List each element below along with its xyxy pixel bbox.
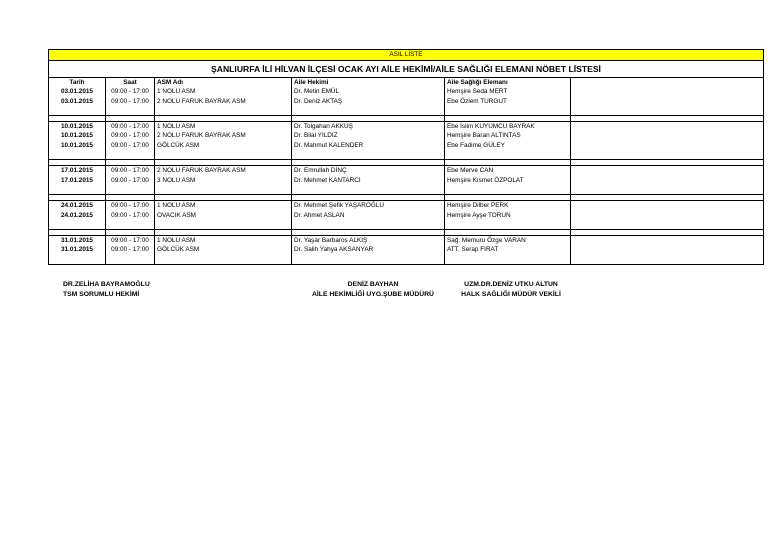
- date-cell: 10.01.2015: [49, 122, 106, 132]
- staff-cell: Hemşire Dilber PERK: [445, 201, 571, 211]
- time-cell: 09:00 - 17:00: [106, 211, 155, 220]
- doctor-cell: Dr. Tolgahan AKKUŞ: [292, 122, 445, 132]
- col-header-staff: Aile Sağlığı Elemanı: [445, 78, 571, 88]
- date-cell: 31.01.2015: [49, 236, 106, 246]
- asm-cell: 1 NOLU ASM: [155, 87, 292, 96]
- signature-block-center: [303, 280, 443, 300]
- table-row: [49, 201, 764, 211]
- table-row: [49, 87, 764, 96]
- time-cell: 09:00 - 17:00: [106, 141, 155, 150]
- time-cell: 09:00 - 17:00: [106, 122, 155, 132]
- time-cell: 09:00 - 17:00: [106, 87, 155, 96]
- staff-cell: Hemşire Ayşe TORUN: [445, 211, 571, 220]
- col-header-asm: ASM Adı: [155, 78, 292, 88]
- staff-cell: Hemşire Seda MERT: [445, 87, 571, 96]
- doctor-cell: Dr. Mahmut KALENDER: [292, 141, 445, 150]
- signatory-name: DR.ZELİHA BAYRAMOĞLU: [63, 281, 150, 288]
- list-tag: ASIL LİSTE: [49, 50, 764, 61]
- date-cell: 17.01.2015: [49, 176, 106, 185]
- time-cell: 09:00 - 17:00: [106, 176, 155, 185]
- table-row: [49, 131, 764, 140]
- date-cell: 03.01.2015: [49, 87, 106, 96]
- doctor-cell: Dr. Metin EMÜL: [292, 87, 445, 96]
- table-row: [49, 97, 764, 106]
- asm-cell: 1 NOLU ASM: [155, 201, 292, 211]
- table-row: [49, 236, 764, 246]
- doctor-cell: Dr. Mehmet KANTARCI: [292, 176, 445, 185]
- asm-cell: 1 NOLU ASM: [155, 122, 292, 132]
- doctor-cell: Dr. Ahmet ASLAN: [292, 211, 445, 220]
- date-cell: 17.01.2015: [49, 166, 106, 176]
- duty-roster-table: [48, 49, 764, 265]
- table-row: [49, 141, 764, 150]
- time-cell: 09:00 - 17:00: [106, 245, 155, 254]
- col-header-date: Tarih: [49, 78, 106, 88]
- time-cell: 09:00 - 17:00: [106, 131, 155, 140]
- table-row: [49, 176, 764, 185]
- signatory-name: UZM.DR.DENİZ UTKU ALTUN: [464, 281, 558, 288]
- time-cell: 09:00 - 17:00: [106, 201, 155, 211]
- date-cell: 10.01.2015: [49, 141, 106, 150]
- staff-cell: Ebe Merve CAN: [445, 166, 571, 176]
- asm-cell: 3 NOLU ASM: [155, 176, 292, 185]
- staff-cell: ATT. Serap FIRAT: [445, 245, 571, 254]
- staff-cell: Sağ. Memuru Özge VARAN: [445, 236, 571, 246]
- table-row: [49, 245, 764, 254]
- asm-cell: 2 NOLU FARUK BAYRAK ASM: [155, 166, 292, 176]
- date-cell: 24.01.2015: [49, 201, 106, 211]
- doctor-cell: Dr. Deniz AKTAŞ: [292, 97, 445, 106]
- time-cell: 09:00 - 17:00: [106, 166, 155, 176]
- time-cell: 09:00 - 17:00: [106, 236, 155, 246]
- doctor-cell: Dr. Emrullah DİNÇ: [292, 166, 445, 176]
- col-header-time: Saat: [106, 78, 155, 88]
- date-cell: 24.01.2015: [49, 211, 106, 220]
- asm-cell: GÖLCÜK ASM: [155, 141, 292, 150]
- signature-block-left: [63, 280, 150, 300]
- doctor-cell: Dr. Salih Yahya AKSANYAR: [292, 245, 445, 254]
- asm-cell: 2 NOLU FARUK BAYRAK ASM: [155, 97, 292, 106]
- doctor-cell: Dr. Bilal YILDIZ: [292, 131, 445, 140]
- staff-cell: Ebe Özlem TURGUT: [445, 97, 571, 106]
- staff-cell: Hemşire Kısmet ÖZPOLAT: [445, 176, 571, 185]
- asm-cell: 1 NOLU ASM: [155, 236, 292, 246]
- asm-cell: GÖLCÜK ASM: [155, 245, 292, 254]
- signatory-role: TSM SORUMLU HEKİMİ: [63, 291, 140, 298]
- staff-cell: Ebe İslim KUYUMCU BAYRAK: [445, 122, 571, 132]
- date-cell: 10.01.2015: [49, 131, 106, 140]
- doctor-cell: Dr. Mehmet Şefik YAŞAROĞLU: [292, 201, 445, 211]
- signatory-name: DENİZ BAYHAN: [347, 281, 399, 288]
- time-cell: 09:00 - 17:00: [106, 97, 155, 106]
- staff-cell: Ebe Fadime GÜLEY: [445, 141, 571, 150]
- col-header-doctor: Aile Hekimi: [292, 78, 445, 88]
- doctor-cell: Dr. Yaşar Barbaros ALKIŞ: [292, 236, 445, 246]
- staff-cell: Hemşire Baran ALTINTAS: [445, 131, 571, 140]
- asm-cell: OVACIK ASM: [155, 211, 292, 220]
- signature-block-right: [449, 280, 573, 300]
- asm-cell: 2 NOLU FARUK BAYRAK ASM: [155, 131, 292, 140]
- date-cell: 03.01.2015: [49, 97, 106, 106]
- table-row: [49, 122, 764, 132]
- date-cell: 31.01.2015: [49, 245, 106, 254]
- table-row: [49, 211, 764, 220]
- page-title: ŞANLIURFA İLİ HİLVAN İLÇESİ OCAK AYI AİLE HEKİMİ/AİLE SAĞLIĞI ELEMANI NÖBET LİSTESİ: [49, 61, 764, 78]
- table-row: [49, 166, 764, 176]
- signatory-role: HALK SAĞLIĞI MÜDÜR VEKİLİ: [461, 291, 561, 298]
- signatory-role: AİLE HEKİMLİĞİ UYG.ŞUBE MÜDÜRÜ: [312, 291, 434, 298]
- column-header-row: [49, 78, 764, 88]
